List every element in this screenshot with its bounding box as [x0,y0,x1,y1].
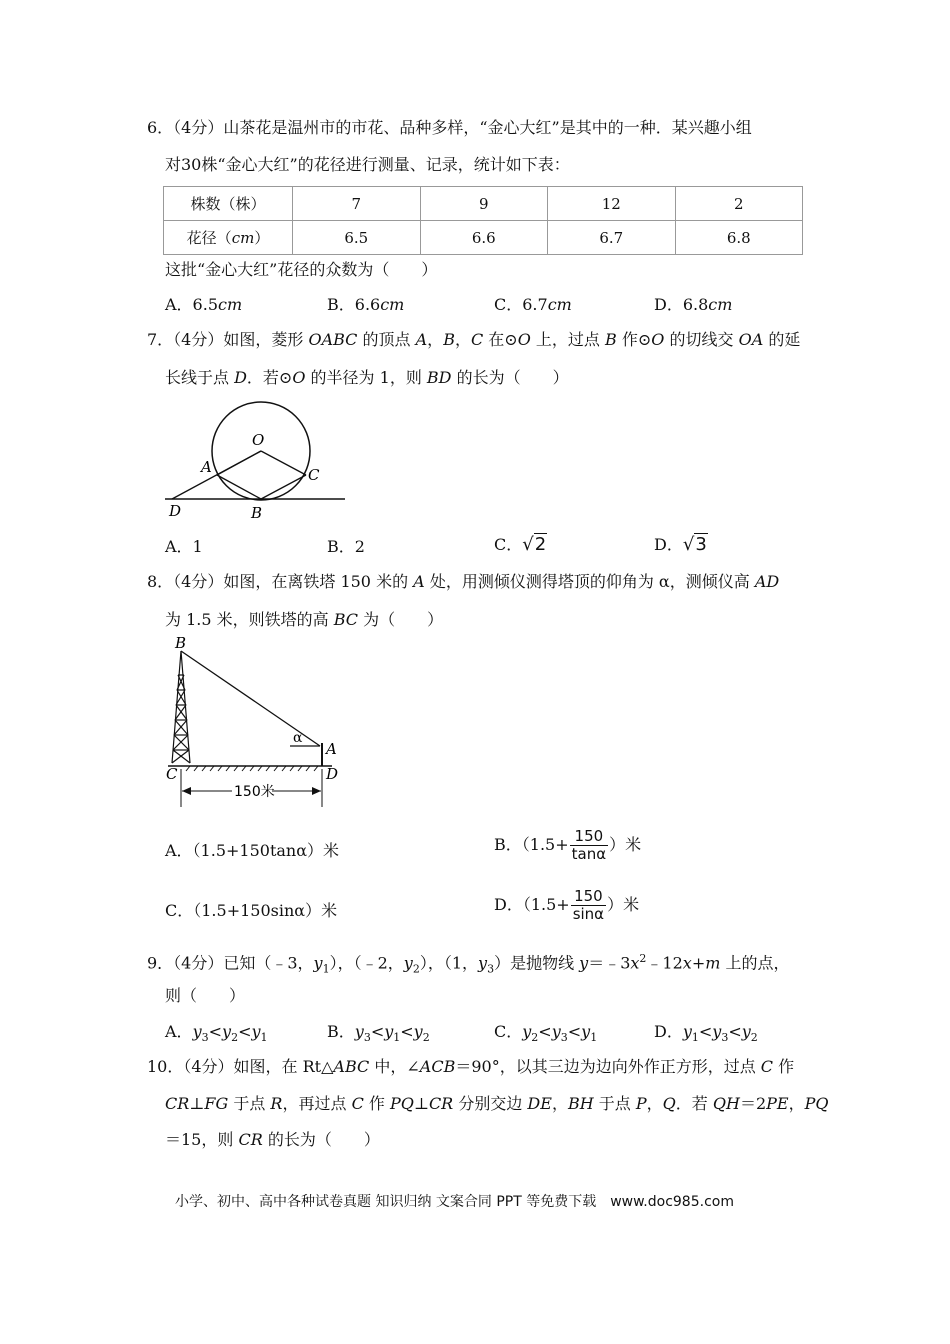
q6-question: 这批“金心大红”花径的众数为（ ） [165,260,438,279]
option-text: A．6.5 [165,295,219,314]
q10-line1: 10．（4分）如图，在 Rt△ABC 中，∠ACB＝90°，以其三边为边向外作正方形，过点 C 作 [147,1057,795,1076]
cell-unit: cm [231,229,255,247]
q6-table [163,186,803,255]
q6-option-c [494,294,572,316]
line-oc [261,451,306,475]
label-b: B [251,504,263,522]
q7-option-b: B．2 [327,537,365,556]
option-unit: cm [708,295,733,314]
label-d: D [326,765,339,783]
q6-option-d [654,294,732,316]
q6-line2: 对30株“金心大红”的花径进行测量、记录，统计如下表： [165,155,570,174]
q10-line3: ＝15，则 CR 的长为（ ） [165,1130,380,1149]
label-c: C [166,765,178,783]
q8-line2: 为 1.5 米，则铁塔的高 BC 为（ ） [165,610,444,629]
label-d: D [169,502,182,520]
q7-option-a: A．1 [165,537,203,556]
table-cell: 6.8 [675,221,803,255]
q9-line1: 9．（4分）已知（﹣3，$y_1$），（﹣2，$y_2$），（1，$y_3$）是抛物线 $y=﹣3x^2﹣12x+m$ 上的点， [147,952,790,976]
line-oa [217,451,261,475]
table-row [164,187,803,221]
q7-figure [160,395,350,525]
arrow-right-icon [312,787,321,795]
q8-figure [160,635,360,815]
fraction: $\frac{150}{\tan\alpha}$ [571,827,607,863]
q9-option-d: D．$y_1<y_3<y_2$ [654,1022,758,1045]
cell-text: 花径（ [186,229,232,247]
label-dist: 150米 [234,784,275,800]
q8-line1: 8．（4分）如图，在离铁塔 150 米的 A 处，用测倾仪测得塔顶的仰角为 α，测倾仪高 AD [147,572,780,591]
q9-option-a: A．$y_3<y_2<y_1$ [165,1022,268,1045]
q9-line2: 则（ ） [165,986,246,1005]
sqrt-icon: √2 [522,534,547,555]
label-alpha: α [293,730,303,746]
label-c: C [308,466,320,484]
q9-option-b: B．$y_3<y_1<y_2$ [327,1022,430,1045]
tower-icon [172,651,190,763]
option-text: B．6.6 [327,295,381,314]
fraction: $\frac{150}{\sin\alpha}$ [572,887,605,923]
label-a: A [201,458,212,476]
cell-text: ） [254,229,270,247]
option-text: D．6.8 [654,295,709,314]
q7-line1: 7．（4分）如图，菱形 OABC 的顶点 A，B，C 在⊙O 上，过点 B 作⊙O 的切线交 OA 的延 [147,330,801,349]
line-cb [261,475,306,499]
q8-option-c: C．（1.5+150sinα）米 [165,901,338,920]
q7-option-c: C．√2 [494,534,547,555]
option-unit: cm [218,295,243,314]
q6-option-a [165,294,242,316]
table-cell: 株数（株） [164,187,293,221]
sqrt-icon: √3 [682,534,707,555]
label-o: O [252,431,265,449]
q6-line1: 6．（4分）山茶花是温州市的市花、品种多样，“金心大红”是其中的一种．某兴趣小组 [147,118,752,137]
option-text: C．6.7 [494,295,548,314]
table-cell: 6.5 [293,221,421,255]
table-cell: 2 [675,187,803,221]
option-unit: cm [380,295,405,314]
table-cell: 6.7 [548,221,676,255]
table-cell: 7 [293,187,421,221]
label-a: A [326,740,337,758]
table-row [164,221,803,255]
q7-option-d: D．√3 [654,534,707,555]
q8-option-a: A．（1.5+150tanα）米 [165,841,340,860]
q8-option-d: D．（1.5+ $\frac{150}{\sin\alpha}$ ）米 [494,887,640,923]
table-cell: 9 [420,187,548,221]
label-b: B [175,634,187,652]
table-cell [164,221,293,255]
q10-line2: CR⊥FG 于点 R，再过点 C 作 PQ⊥CR 分别交边 DE，BH 于点 P，Q．若 QH＝2PE，PQ [165,1094,829,1113]
q6-option-b [327,294,404,316]
table-cell: 6.6 [420,221,548,255]
footer-text: 小学、初中、高中各种试卷真题 知识归纳 文案合同 PPT 等免费下载 www.doc985.com [175,1194,734,1210]
q8-option-b: B．（1.5+ $\frac{150}{\tan\alpha}$ ）米 [494,827,642,863]
q9-option-c: C．$y_2<y_3<y_1$ [494,1022,598,1045]
arrow-left-icon [182,787,191,795]
table-cell: 12 [548,187,676,221]
option-unit: cm [547,295,572,314]
q7-line2: 长线于点 D．若⊙O 的半径为 1，则 BD 的长为（ ） [165,368,569,387]
